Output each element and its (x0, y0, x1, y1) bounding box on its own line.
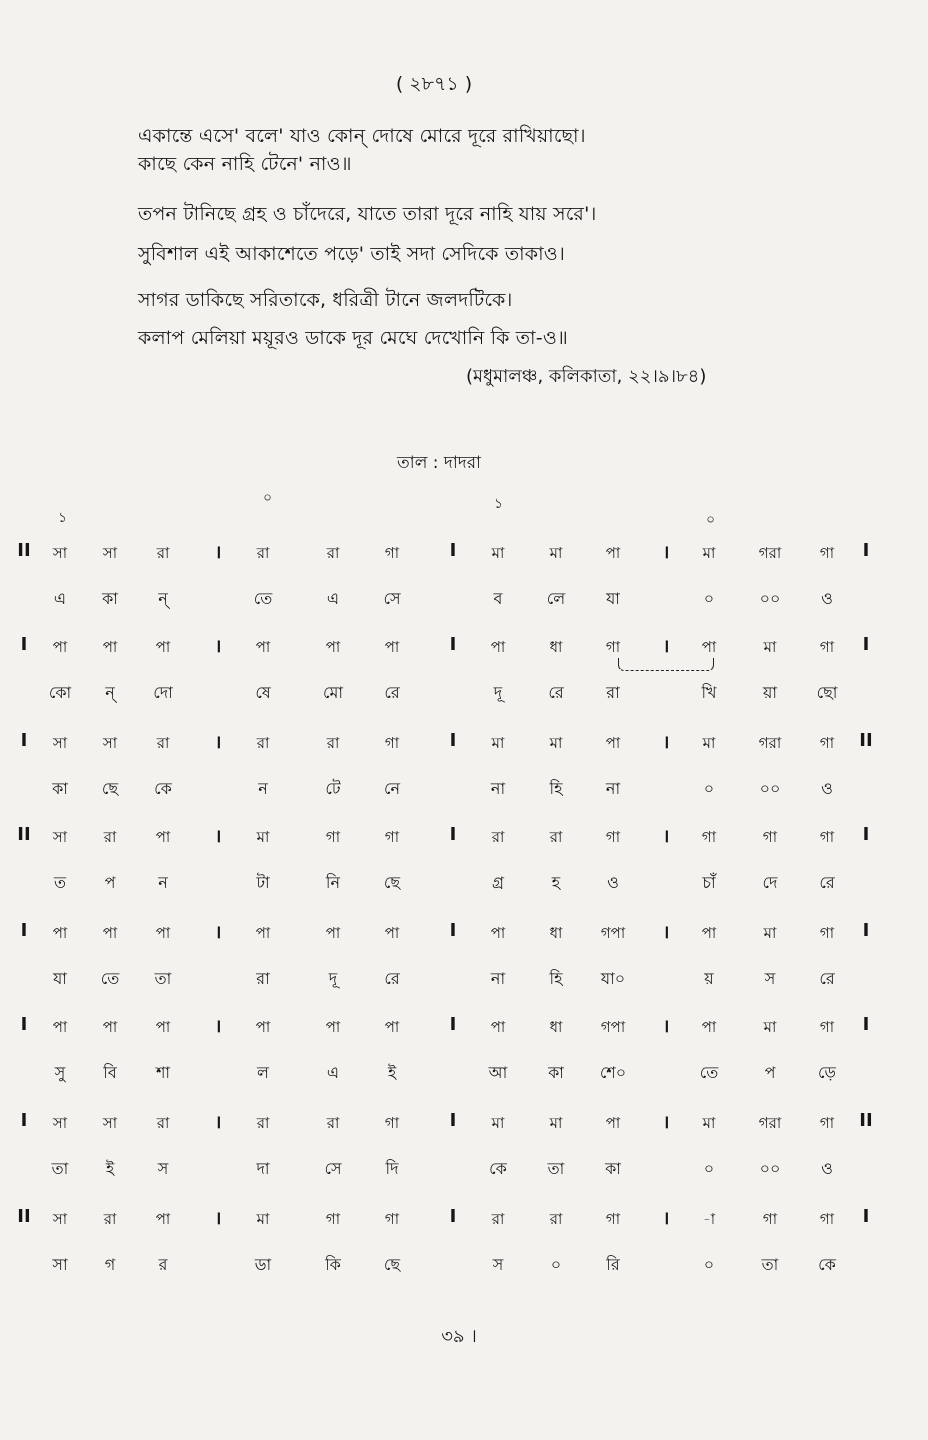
syllable-cell: স (157, 1159, 169, 1178)
bar-line: । (214, 922, 222, 943)
note-cell: পা (155, 828, 171, 846)
note-cell: পা (155, 1018, 171, 1036)
syllable-cell: সে (324, 1159, 342, 1178)
syllable-cell: টা (256, 873, 270, 892)
note-cell: গা (605, 1210, 621, 1228)
notation-row (0, 1208, 928, 1244)
bar-line: I (449, 540, 457, 561)
note-cell: পা (490, 924, 506, 942)
bar-line: । (214, 1208, 222, 1229)
note-cell: গা (762, 1210, 778, 1228)
syllable-cell: যা (53, 969, 67, 988)
note-cell: মা (491, 734, 505, 752)
note-cell: সা (102, 544, 118, 562)
syllable-cell: ০০ (759, 1159, 781, 1178)
syllable-row (0, 870, 928, 906)
bar-line: I (20, 634, 28, 655)
syllable-cell: ড়ে (818, 1063, 836, 1082)
syllable-cell: লে (546, 589, 566, 608)
bar-line: II (17, 824, 31, 845)
bar-line: । (662, 1112, 670, 1133)
note-cell: গা (605, 638, 621, 656)
syllable-cell: হি (549, 779, 563, 798)
note-cell: পা (384, 638, 400, 656)
note-cell: গা (325, 1210, 341, 1228)
syllable-cell: র (158, 1255, 168, 1274)
note-cell: গা (384, 1114, 400, 1132)
note-cell: ধা (549, 1018, 563, 1036)
note-cell: মা (491, 1114, 505, 1132)
beat-mark-2: ০ (263, 490, 273, 506)
syllable-cell: শা (155, 1063, 171, 1082)
bar-line: I (862, 824, 870, 845)
note-cell: পা (490, 1018, 506, 1036)
syllable-cell: ব (493, 589, 503, 608)
note-cell: পা (52, 1018, 68, 1036)
notation-row (0, 826, 928, 862)
syllable-cell: এ (53, 589, 67, 608)
note-cell: পা (605, 734, 621, 752)
note-cell: পা (701, 638, 717, 656)
syllable-cell: দূ (328, 969, 338, 988)
syllable-cell: আ (488, 1063, 508, 1082)
page-reference: ( ২৮৭১ ) (395, 73, 473, 95)
note-cell: গা (819, 1018, 835, 1036)
meend-slur (618, 658, 714, 671)
syllable-cell: মো (322, 683, 344, 702)
note-cell: গরা (758, 1114, 782, 1132)
syllable-cell: ০০ (759, 589, 781, 608)
lyric-line-1: একান্তে এসে' বলে' যাও কোন্ দোষে মোরে দূরে রাখিয়াছো। (138, 125, 586, 147)
syllable-row (0, 1252, 928, 1288)
beat-mark-1: ১ (58, 510, 68, 526)
syllable-cell: রা (256, 969, 270, 988)
syllable-cell: সে (383, 589, 401, 608)
note-cell: পা (325, 924, 341, 942)
note-cell: গা (384, 544, 400, 562)
syllable-cell: না (490, 969, 506, 988)
bar-line: । (662, 1016, 670, 1037)
bar-line: II (17, 1206, 31, 1227)
syllable-row (0, 680, 928, 716)
note-cell: মা (549, 544, 563, 562)
syllable-cell: কা (605, 1159, 621, 1178)
bar-line: । (214, 1112, 222, 1133)
bar-line: । (214, 636, 222, 657)
note-cell: গা (819, 544, 835, 562)
syllable-cell: রা (606, 683, 620, 702)
note-cell: -া (702, 1210, 716, 1228)
syllable-cell: যা (606, 589, 620, 608)
syllable-cell: ই (387, 1063, 397, 1082)
note-cell: রা (549, 1210, 563, 1228)
lyric-line-2: কাছে কেন নাহি টেনে' নাও॥ (138, 153, 352, 175)
note-cell: মা (763, 638, 777, 656)
syllable-cell: ০০ (759, 779, 781, 798)
syllable-cell: হ (551, 873, 561, 892)
note-cell: পা (155, 1210, 171, 1228)
bar-line: I (449, 1110, 457, 1131)
source-attribution: (মধুমালঞ্চ, কলিকাতা, ২২।৯।৮৪) (466, 366, 707, 387)
syllable-cell: রে (819, 969, 835, 988)
bar-line: I (862, 634, 870, 655)
bar-line: । (662, 732, 670, 753)
syllable-cell: তা (547, 1159, 565, 1178)
note-cell: ধা (549, 924, 563, 942)
bar-line: I (20, 1110, 28, 1131)
note-cell: মা (702, 734, 716, 752)
note-cell: পা (102, 1018, 118, 1036)
bar-line: I (449, 824, 457, 845)
bar-line: । (214, 732, 222, 753)
note-cell: রা (256, 544, 270, 562)
bar-line: I (449, 1014, 457, 1035)
note-cell: গা (325, 828, 341, 846)
note-cell: রা (549, 828, 563, 846)
note-cell: পা (52, 638, 68, 656)
syllable-cell: তে (253, 589, 273, 608)
bar-line: । (662, 542, 670, 563)
syllable-cell: ষে (255, 683, 271, 702)
syllable-cell: স (764, 969, 776, 988)
note-cell: রা (491, 828, 505, 846)
beat-mark-4: ০ (706, 512, 716, 528)
syllable-cell: রে (548, 683, 564, 702)
lyric-line-4: সুবিশাল এই আকাশেতে পড়ে' তাই সদা সেদিকে তাকাও। (138, 243, 565, 265)
note-cell: পা (102, 638, 118, 656)
syllable-cell: রে (384, 969, 400, 988)
note-cell: পা (701, 1018, 717, 1036)
note-cell: ধা (549, 638, 563, 656)
syllable-cell: ন (258, 779, 268, 798)
note-cell: মা (256, 828, 270, 846)
syllable-cell: কে (818, 1255, 836, 1274)
note-cell: রা (156, 544, 170, 562)
note-cell: রা (256, 734, 270, 752)
bar-line: I (449, 634, 457, 655)
note-cell: গা (819, 828, 835, 846)
syllable-cell: বি (103, 1063, 117, 1082)
syllable-row (0, 1060, 928, 1096)
syllable-cell: এ (326, 1063, 340, 1082)
note-cell: গা (762, 828, 778, 846)
syllable-cell: কে (489, 1159, 507, 1178)
bar-line: II (859, 1110, 873, 1131)
syllable-cell: ই (105, 1159, 115, 1178)
bar-line: I (862, 1206, 870, 1227)
syllable-cell: ছে (383, 1255, 401, 1274)
note-cell: রা (156, 1114, 170, 1132)
syllable-cell: স (492, 1255, 504, 1274)
syllable-cell: ০ (703, 779, 715, 798)
note-cell: পা (155, 638, 171, 656)
syllable-cell: ছে (101, 779, 119, 798)
note-cell: মা (549, 734, 563, 752)
lyric-line-3: তপন টানিছে গ্রহ ও চাঁদেরে, যাতে তারা দূরে নাহি যায় সরে'। (138, 203, 597, 225)
bar-line: I (20, 730, 28, 751)
bar-line: । (214, 826, 222, 847)
syllable-cell: চাঁ (702, 873, 716, 892)
syllable-cell: রে (819, 873, 835, 892)
syllable-row (0, 586, 928, 622)
syllable-cell: গ্র (492, 873, 504, 892)
bar-line: I (449, 1206, 457, 1227)
note-cell: পা (605, 544, 621, 562)
syllable-cell: কা (548, 1063, 564, 1082)
syllable-cell: দূ (493, 683, 503, 702)
note-cell: রা (103, 1210, 117, 1228)
note-cell: রা (326, 544, 340, 562)
syllable-cell: য়া (762, 683, 778, 702)
syllable-cell: ও (607, 873, 619, 892)
note-cell: পা (102, 924, 118, 942)
note-cell: গা (819, 1210, 835, 1228)
syllable-cell: দে (762, 873, 778, 892)
syllable-cell: ছো (816, 683, 838, 702)
bar-line: I (862, 920, 870, 941)
note-cell: গা (819, 924, 835, 942)
syllable-cell: সা (52, 1255, 68, 1274)
note-cell: মা (549, 1114, 563, 1132)
syllable-cell: টে (325, 779, 341, 798)
note-cell: গা (384, 1210, 400, 1228)
note-cell: মা (491, 544, 505, 562)
note-cell: রা (256, 1114, 270, 1132)
bar-line: II (17, 540, 31, 561)
note-cell: মা (702, 1114, 716, 1132)
note-cell: গা (605, 828, 621, 846)
syllable-cell: খি (701, 683, 717, 702)
note-cell: গপা (600, 1018, 626, 1036)
note-cell: পা (384, 1018, 400, 1036)
note-cell: রা (103, 828, 117, 846)
syllable-cell: ০ (703, 1159, 715, 1178)
lyric-line-6: কলাপ মেলিয়া ময়ূরও ডাকে দূর মেঘে দেখোনি কি তা-ও॥ (138, 327, 568, 349)
note-cell: গপা (600, 924, 626, 942)
syllable-cell: গ (104, 1255, 116, 1274)
note-cell: গরা (758, 544, 782, 562)
notation-row (0, 1016, 928, 1052)
note-cell: পা (325, 1018, 341, 1036)
bar-line: । (662, 636, 670, 657)
syllable-cell: কো (48, 683, 72, 702)
note-cell: গা (701, 828, 717, 846)
notation-row (0, 542, 928, 578)
syllable-cell: তা (51, 1159, 69, 1178)
syllable-cell: দি (385, 1159, 399, 1178)
note-cell: রা (491, 1210, 505, 1228)
note-cell: পা (255, 1018, 271, 1036)
note-cell: গরা (758, 734, 782, 752)
syllable-cell: তা (154, 969, 172, 988)
syllable-cell: ন (158, 873, 168, 892)
syllable-cell: রি (606, 1255, 620, 1274)
syllable-cell: ন্ (105, 683, 115, 702)
bar-line: । (662, 826, 670, 847)
note-cell: গা (819, 734, 835, 752)
note-cell: সা (52, 1114, 68, 1132)
syllable-cell: তে (699, 1063, 719, 1082)
note-cell: পা (325, 638, 341, 656)
syllable-cell: হি (549, 969, 563, 988)
syllable-cell: দা (256, 1159, 270, 1178)
syllable-cell: সু (54, 1063, 66, 1082)
syllable-cell: না (490, 779, 506, 798)
bar-line: I (449, 920, 457, 941)
syllable-row (0, 776, 928, 812)
note-cell: গা (384, 828, 400, 846)
note-cell: সা (52, 828, 68, 846)
note-cell: সা (52, 1210, 68, 1228)
bar-line: II (859, 730, 873, 751)
note-cell: পা (255, 924, 271, 942)
note-cell: গা (819, 638, 835, 656)
note-cell: গা (819, 1114, 835, 1132)
page-number: ৩৯ । (441, 1326, 477, 1347)
syllable-cell: নে (383, 779, 401, 798)
bar-line: । (214, 542, 222, 563)
note-cell: সা (52, 544, 68, 562)
syllable-cell: শে০ (599, 1063, 627, 1082)
syllable-cell: তা (761, 1255, 779, 1274)
notation-row (0, 922, 928, 958)
notation-row (0, 1112, 928, 1148)
syllable-cell: ডা (254, 1255, 272, 1274)
syllable-cell: ০ (703, 1255, 715, 1274)
syllable-cell: ও (821, 779, 833, 798)
bar-line: । (214, 1016, 222, 1037)
tala-label: তাল : দাদরা (397, 453, 481, 473)
note-cell: পা (701, 924, 717, 942)
syllable-cell: ত (53, 873, 66, 892)
note-cell: পা (490, 638, 506, 656)
note-cell: পা (155, 924, 171, 942)
note-cell: পা (605, 1114, 621, 1132)
syllable-cell: তে (100, 969, 120, 988)
note-cell: পা (384, 924, 400, 942)
syllable-cell: ন্ (158, 589, 168, 608)
syllable-cell: কে (154, 779, 172, 798)
syllable-row (0, 966, 928, 1002)
note-cell: রা (156, 734, 170, 752)
syllable-cell: ছে (383, 873, 401, 892)
syllable-cell: ল (257, 1063, 269, 1082)
syllable-cell: কা (102, 589, 118, 608)
syllable-cell: রে (384, 683, 400, 702)
syllable-cell: ও (821, 1159, 833, 1178)
syllable-cell: দো (153, 683, 173, 702)
note-cell: মা (256, 1210, 270, 1228)
note-cell: রা (326, 1114, 340, 1132)
bar-line: I (862, 1014, 870, 1035)
note-cell: মা (763, 924, 777, 942)
bar-line: I (20, 1014, 28, 1035)
note-cell: সা (52, 734, 68, 752)
syllable-cell: নি (325, 873, 341, 892)
syllable-cell: ও (821, 589, 833, 608)
syllable-cell: প (104, 873, 116, 892)
notation-row (0, 732, 928, 768)
note-cell: গা (384, 734, 400, 752)
bar-line: I (20, 920, 28, 941)
note-cell: মা (763, 1018, 777, 1036)
syllable-cell: এ (326, 589, 340, 608)
syllable-cell: কা (52, 779, 68, 798)
bar-line: । (662, 1208, 670, 1229)
note-cell: সা (102, 734, 118, 752)
lyric-line-5: সাগর ডাকিছে সরিতাকে, ধরিত্রী টানে জলদটিকে। (138, 289, 513, 311)
bar-line: I (862, 540, 870, 561)
note-cell: রা (326, 734, 340, 752)
beat-mark-3: ১ (494, 496, 504, 512)
syllable-row (0, 1156, 928, 1192)
syllable-cell: না (605, 779, 621, 798)
bar-line: । (662, 922, 670, 943)
syllable-cell: যা০ (600, 969, 626, 988)
syllable-cell: ০ (703, 589, 715, 608)
syllable-cell: ০ (550, 1255, 562, 1274)
syllable-cell: প (764, 1063, 776, 1082)
notation-row (0, 636, 928, 672)
bar-line: I (449, 730, 457, 751)
note-cell: পা (255, 638, 271, 656)
note-cell: সা (102, 1114, 118, 1132)
syllable-cell: কি (325, 1255, 341, 1274)
note-cell: মা (702, 544, 716, 562)
syllable-cell: য় (704, 969, 714, 988)
note-cell: পা (52, 924, 68, 942)
